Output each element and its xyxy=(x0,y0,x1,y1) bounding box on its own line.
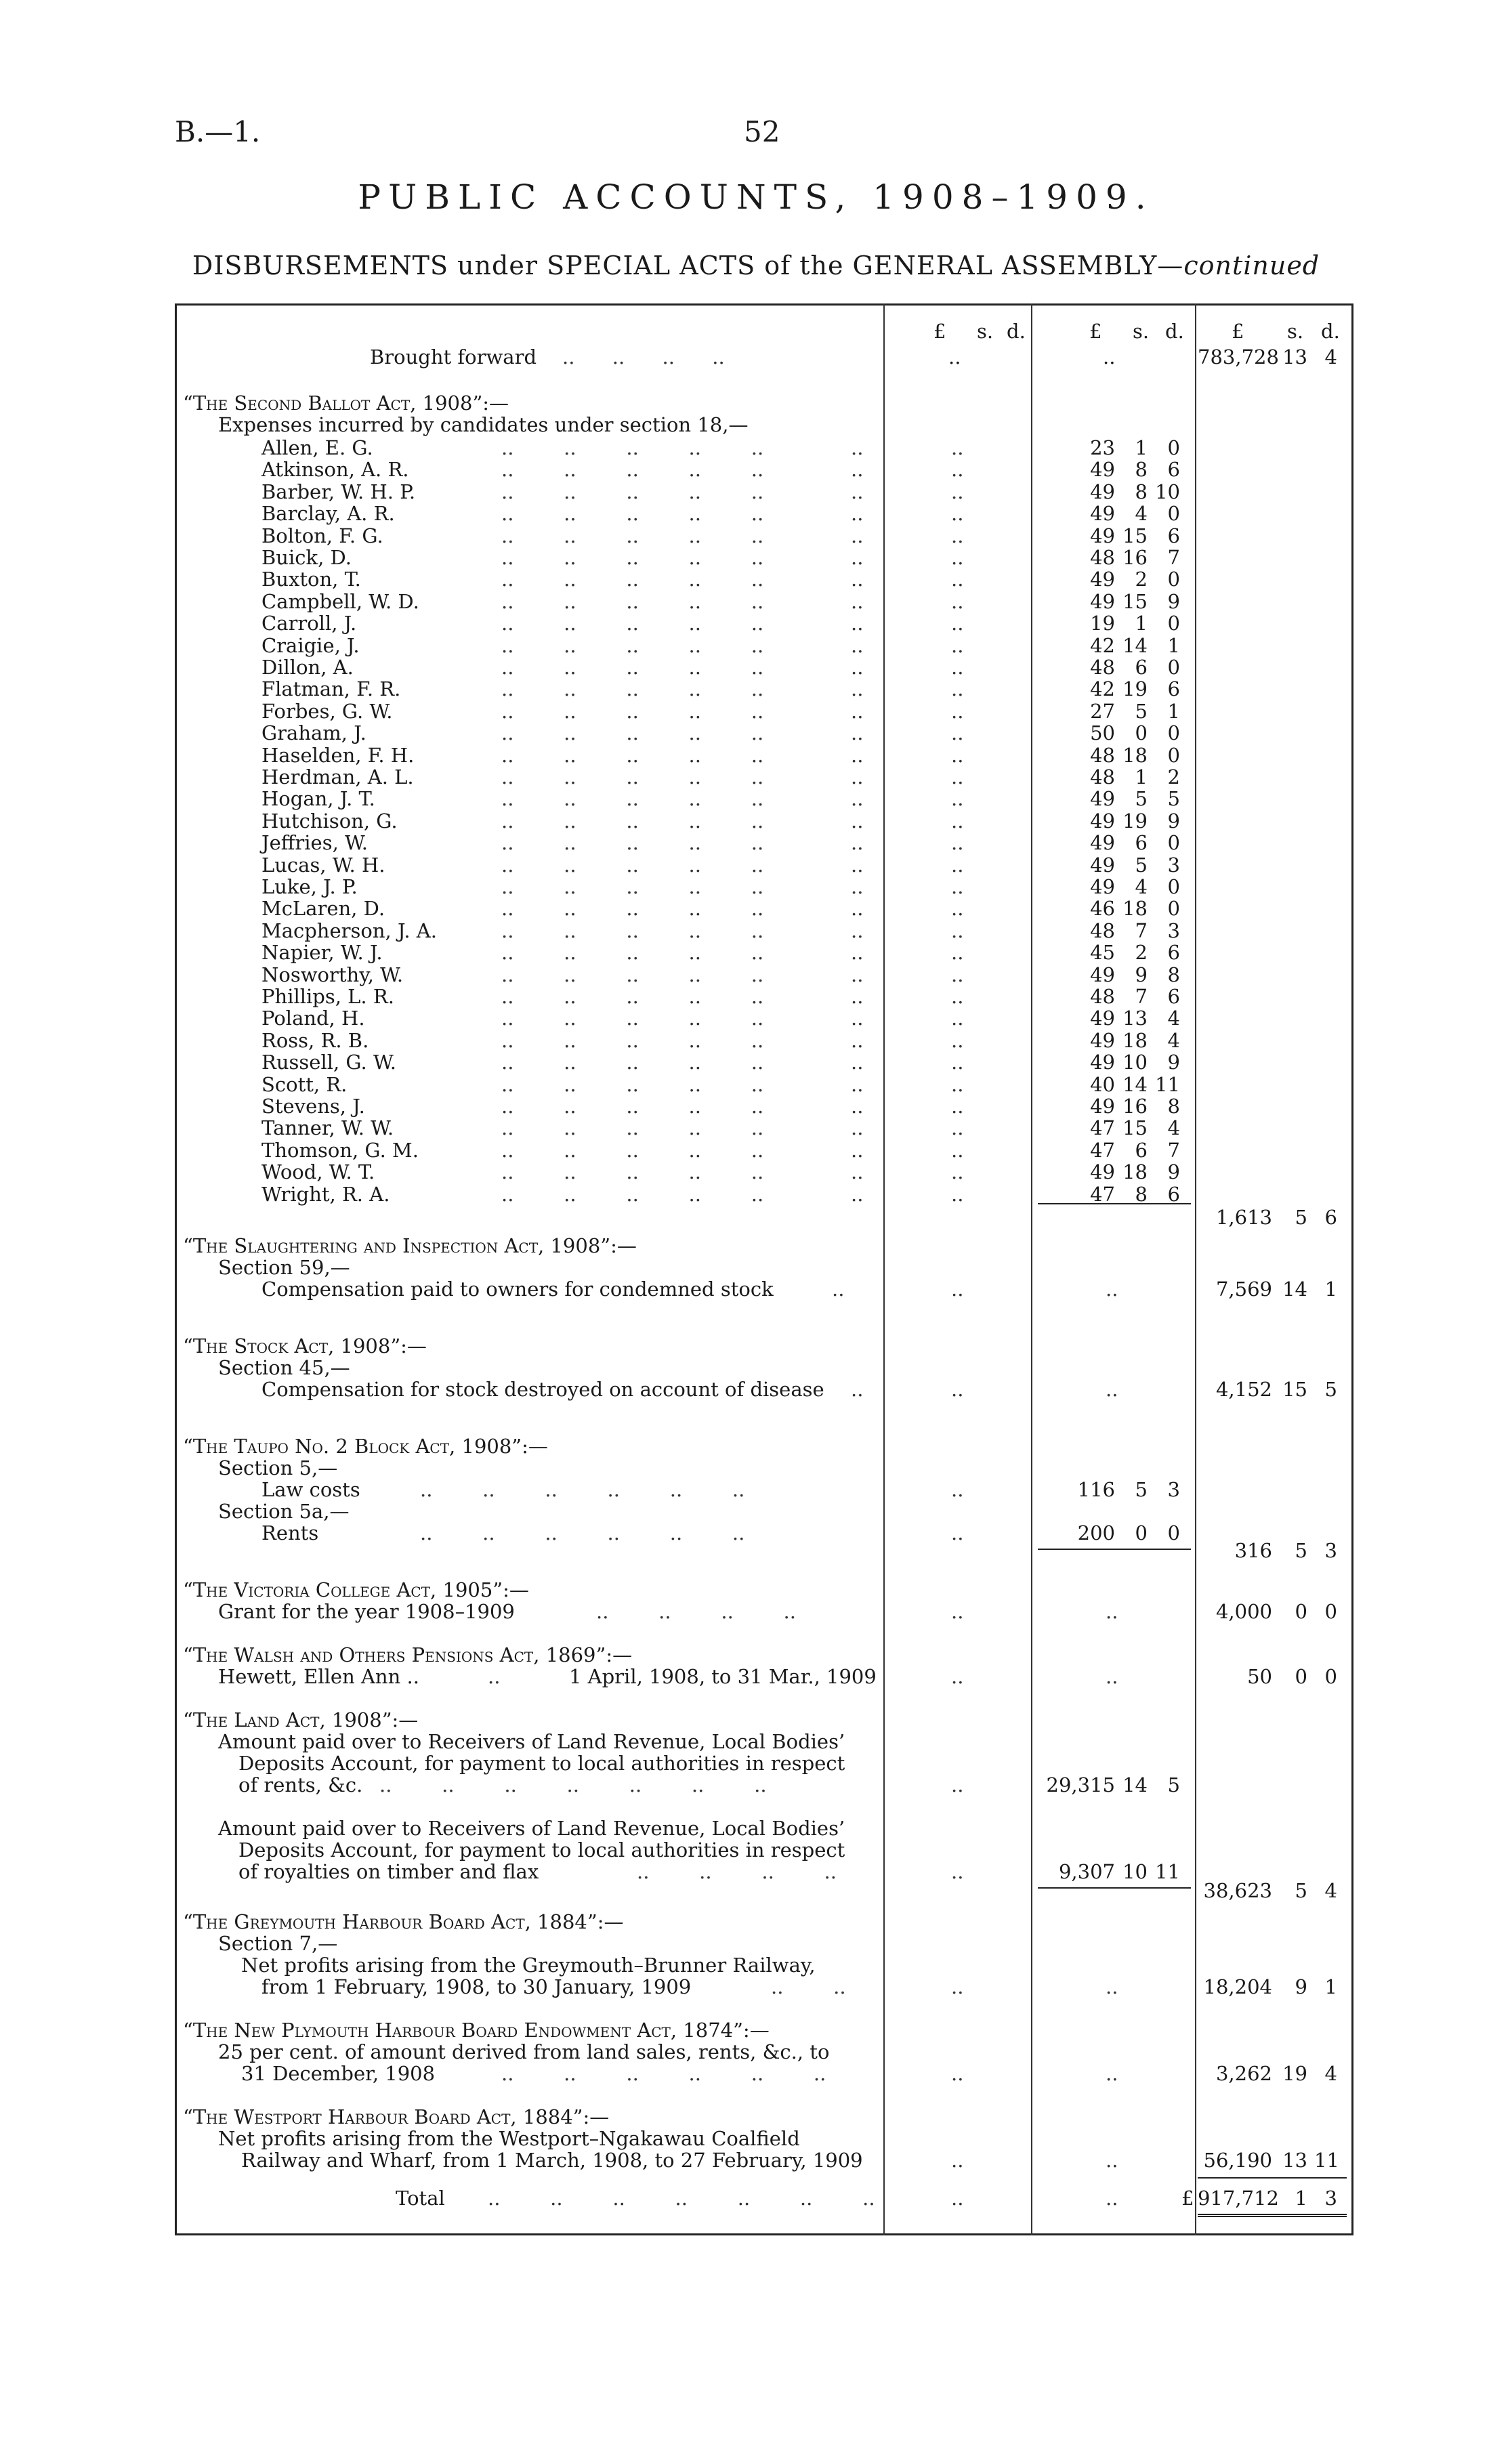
candidate-pounds: 49 xyxy=(1090,1095,1115,1118)
brought-forward-pounds: 783,728 xyxy=(1198,345,1279,369)
candidate-shillings: 6 xyxy=(1135,831,1148,855)
leader-dots: .. .. .. .. .. xyxy=(501,853,764,877)
total-rule xyxy=(1198,2177,1347,2179)
candidate-pence: 2 xyxy=(1167,765,1180,788)
leader-dots: .. xyxy=(951,809,964,833)
leader-dots: .. .. .. .. .. xyxy=(501,502,764,526)
leader-dots: .. xyxy=(851,1095,864,1118)
leader-dots: .. xyxy=(951,458,964,482)
candidate-name: Thomson, G. M. xyxy=(261,1138,419,1162)
candidate-pence: 6 xyxy=(1167,1182,1180,1206)
brought-forward-pence: 4 xyxy=(1324,345,1337,369)
candidate-shillings: 19 xyxy=(1122,677,1148,701)
candidate-name: Ross, R. B. xyxy=(261,1028,369,1052)
leader-dots: .. xyxy=(851,677,864,701)
leader-dots: .. .. .. .. .. xyxy=(501,1182,764,1206)
candidate-name: Flatman, F. R. xyxy=(261,677,401,701)
leader-dots: .. xyxy=(851,853,864,877)
candidate-pence: 6 xyxy=(1167,524,1180,547)
leader-dots: .. xyxy=(851,524,864,547)
leader-dots: .. xyxy=(851,656,864,679)
leader-dots: .. xyxy=(851,743,864,767)
leader-dots: .. xyxy=(851,546,864,569)
leader-dots: .. xyxy=(851,1007,864,1030)
candidate-pence: 9 xyxy=(1167,1051,1180,1074)
candidate-pounds: 49 xyxy=(1090,502,1115,526)
candidate-shillings: 19 xyxy=(1122,809,1148,833)
subtotal-rule xyxy=(1038,1549,1191,1550)
leader-dots: .. xyxy=(951,1116,964,1140)
leader-dots: .. .. .. .. .. xyxy=(501,480,764,503)
grand-total-pence: 3 xyxy=(1324,2187,1337,2210)
leader-dots: .. xyxy=(951,436,964,459)
candidate-pounds: 49 xyxy=(1090,875,1115,898)
candidate-shillings: 1 xyxy=(1135,436,1148,459)
leader-dots: .. xyxy=(851,633,864,657)
leader-dots: .. .. .. .. .. xyxy=(501,612,764,635)
candidate-pence: 10 xyxy=(1155,480,1180,503)
candidate-shillings: 4 xyxy=(1135,502,1148,526)
candidate-pounds: 23 xyxy=(1090,436,1115,459)
candidate-pence: 1 xyxy=(1167,699,1180,723)
candidate-pence: 0 xyxy=(1167,502,1180,526)
candidate-pounds: 49 xyxy=(1090,568,1115,591)
candidate-pounds: 47 xyxy=(1090,1138,1115,1162)
candidate-pence: 7 xyxy=(1167,1138,1180,1162)
candidate-name: Herdman, A. L. xyxy=(261,765,414,788)
candidate-name: Atkinson, A. R. xyxy=(261,458,409,482)
leader-dots: .. .. .. .. .. xyxy=(501,941,764,965)
candidate-pence: 8 xyxy=(1167,963,1180,986)
candidate-name: McLaren, D. xyxy=(261,897,385,921)
leader-dots: .. xyxy=(851,787,864,811)
candidate-shillings: 9 xyxy=(1135,963,1148,986)
leader-dots: .. xyxy=(951,1007,964,1030)
leader-dots: .. xyxy=(951,524,964,547)
leader-dots: .. xyxy=(951,546,964,569)
col2-pence-header: d. xyxy=(1165,320,1184,343)
grand-total-label: Total xyxy=(396,2187,445,2210)
candidate-pence: 0 xyxy=(1167,436,1180,459)
leader-dots: .. xyxy=(851,765,864,788)
candidate-shillings: 14 xyxy=(1122,1072,1148,1096)
leader-dots: .. xyxy=(851,941,864,965)
column-divider xyxy=(1031,303,1032,2235)
grand-total-shillings: 1 xyxy=(1295,2187,1307,2210)
candidate-pounds: 49 xyxy=(1090,1028,1115,1052)
candidate-name: Hutchison, G. xyxy=(261,809,398,833)
candidate-name: Poland, H. xyxy=(261,1007,365,1030)
leader-dots: .. xyxy=(951,765,964,788)
leader-dots: .. .. .. .. .. xyxy=(501,1072,764,1096)
leader-dots: .. xyxy=(951,875,964,898)
leader-dots: .. .. .. .. .. xyxy=(501,787,764,811)
leader-dots: .. .. .. .. .. xyxy=(501,897,764,921)
leader-dots: .. xyxy=(951,897,964,921)
leader-dots: .. .. .. .. .. xyxy=(501,677,764,701)
leader-dots: .. .. .. .. .. xyxy=(501,1095,764,1118)
candidate-name: Scott, R. xyxy=(261,1072,348,1096)
col1-pence-header: d. xyxy=(1007,320,1026,343)
column-divider xyxy=(883,303,885,2235)
candidate-pence: 9 xyxy=(1167,1160,1180,1184)
leader-dots: .. xyxy=(851,963,864,986)
candidate-pence: 0 xyxy=(1167,897,1180,921)
leader-dots: .. xyxy=(851,1051,864,1074)
leader-dots: .. xyxy=(851,1160,864,1184)
candidate-shillings: 18 xyxy=(1122,1160,1148,1184)
candidate-pence: 3 xyxy=(1167,853,1180,877)
leader-dots: .. .. .. .. .. xyxy=(501,919,764,942)
candidate-pounds: 49 xyxy=(1090,524,1115,547)
candidate-shillings: 4 xyxy=(1135,875,1148,898)
col3-shilling-header: s. xyxy=(1287,320,1304,343)
leader-dots: .. xyxy=(851,1072,864,1096)
leader-dots: .. xyxy=(951,831,964,855)
candidate-shillings: 8 xyxy=(1135,458,1148,482)
leader-dots: .. xyxy=(951,1138,964,1162)
candidate-name: Forbes, G. W. xyxy=(261,699,393,723)
page-subtitle xyxy=(0,251,1512,280)
candidate-pounds: 40 xyxy=(1090,1072,1115,1096)
candidate-pence: 9 xyxy=(1167,589,1180,613)
leader-dots: .. .. .. .. .. xyxy=(501,1116,764,1140)
leader-dots: .. xyxy=(951,1072,964,1096)
candidate-pounds: 48 xyxy=(1090,765,1115,788)
candidate-pence: 8 xyxy=(1167,1095,1180,1118)
candidate-shillings: 15 xyxy=(1122,589,1148,613)
leader-dots: .. .. .. .. .. xyxy=(501,721,764,745)
subtotal-rule xyxy=(1038,1887,1191,1889)
candidate-pence: 0 xyxy=(1167,721,1180,745)
candidate-shillings: 18 xyxy=(1122,743,1148,767)
candidate-name: Barber, W. H. P. xyxy=(261,480,416,503)
leader-dots: .. xyxy=(951,743,964,767)
candidate-shillings: 10 xyxy=(1122,1051,1148,1074)
leader-dots: .. xyxy=(851,985,864,1008)
candidate-pounds: 49 xyxy=(1090,853,1115,877)
subtotal-rule xyxy=(1038,1203,1191,1204)
leader-dots: .. xyxy=(951,787,964,811)
leader-dots: .. .. .. .. .. xyxy=(501,765,764,788)
leader-dots: .. xyxy=(951,1051,964,1074)
leader-dots: .. xyxy=(951,985,964,1008)
candidate-name: Tanner, W. W. xyxy=(261,1116,394,1140)
candidate-pence: 0 xyxy=(1167,656,1180,679)
leader-dots: .. .. .. .. .. xyxy=(501,1028,764,1052)
leader-dots: .. xyxy=(851,568,864,591)
leader-dots: .. .. .. .. .. xyxy=(501,743,764,767)
candidate-pounds: 49 xyxy=(1090,831,1115,855)
leader-dots: .. .. .. .. .. xyxy=(501,809,764,833)
leader-dots: .. xyxy=(851,1182,864,1206)
candidate-pence: 0 xyxy=(1167,875,1180,898)
leader-dots: .. .. .. .. .. xyxy=(501,568,764,591)
candidate-shillings: 8 xyxy=(1135,480,1148,503)
candidate-name: Wood, W. T. xyxy=(261,1160,375,1184)
candidate-name: Russell, G. W. xyxy=(261,1051,396,1074)
leader-dots: .. .. .. .. .. xyxy=(501,1007,764,1030)
candidate-pence: 11 xyxy=(1155,1072,1180,1096)
leader-dots: .. .. .. .. .. xyxy=(501,1138,764,1162)
candidate-pence: 1 xyxy=(1167,633,1180,657)
candidate-name: Bolton, F. G. xyxy=(261,524,383,547)
candidate-shillings: 5 xyxy=(1135,853,1148,877)
candidate-pounds: 49 xyxy=(1090,787,1115,811)
candidate-pounds: 49 xyxy=(1090,1007,1115,1030)
candidate-pence: 0 xyxy=(1167,568,1180,591)
candidate-shillings: 16 xyxy=(1122,1095,1148,1118)
candidate-shillings: 0 xyxy=(1135,721,1148,745)
col1-shilling-header: s. xyxy=(977,320,994,343)
leader-dots: .. xyxy=(851,875,864,898)
candidate-pence: 0 xyxy=(1167,743,1180,767)
col1-pound-header: £ xyxy=(933,320,946,343)
candidate-shillings: 1 xyxy=(1135,612,1148,635)
candidate-pounds: 49 xyxy=(1090,458,1115,482)
candidate-shillings: 5 xyxy=(1135,787,1148,811)
leader-dots: .. xyxy=(851,589,864,613)
leader-dots: .. .. .. .. .. xyxy=(501,436,764,459)
candidate-pence: 4 xyxy=(1167,1007,1180,1030)
brought-forward-col1: .. xyxy=(948,345,961,369)
leader-dots: .. xyxy=(851,1028,864,1052)
leader-dots: .. xyxy=(951,919,964,942)
subtitle-suffix: continued xyxy=(1183,251,1320,280)
leader-dots: .. .. .. .. .. xyxy=(501,656,764,679)
candidate-pence: 7 xyxy=(1167,546,1180,569)
leader-dots: .. xyxy=(851,699,864,723)
leader-dots: .. xyxy=(851,809,864,833)
candidate-name: Buick, D. xyxy=(261,546,352,569)
candidate-name: Nosworthy, W. xyxy=(261,963,404,986)
candidate-name: Buxton, T. xyxy=(261,568,361,591)
candidate-name: Napier, W. J. xyxy=(261,941,383,965)
candidate-shillings: 6 xyxy=(1135,1138,1148,1162)
candidate-name: Hogan, J. T. xyxy=(261,787,375,811)
candidate-pounds: 49 xyxy=(1090,1160,1115,1184)
candidate-pounds: 47 xyxy=(1090,1116,1115,1140)
candidate-pounds: 49 xyxy=(1090,589,1115,613)
leader-dots: .. xyxy=(851,502,864,526)
leader-dots: .. xyxy=(851,1138,864,1162)
candidate-name: Campbell, W. D. xyxy=(261,589,419,613)
leader-dots: .. xyxy=(851,721,864,745)
candidate-name: Graham, J. xyxy=(261,721,366,745)
leader-dots: .. .. .. .. .. xyxy=(501,875,764,898)
leader-dots: .. xyxy=(851,612,864,635)
col3-pound-header: £ xyxy=(1232,320,1244,343)
candidate-name: Haselden, F. H. xyxy=(261,743,415,767)
candidate-name: Macpherson, J. A. xyxy=(261,919,437,942)
candidate-shillings: 6 xyxy=(1135,656,1148,679)
leader-dots: .. xyxy=(951,963,964,986)
candidate-pounds: 42 xyxy=(1090,677,1115,701)
candidate-shillings: 5 xyxy=(1135,699,1148,723)
leader-dots: .. xyxy=(951,941,964,965)
candidate-pounds: 48 xyxy=(1090,743,1115,767)
leader-dots: .. .. .. .. .. xyxy=(501,458,764,482)
candidate-pence: 6 xyxy=(1167,458,1180,482)
leader-dots: .. xyxy=(951,480,964,503)
candidate-shillings: 1 xyxy=(1135,765,1148,788)
candidate-name: Stevens, J. xyxy=(261,1095,365,1118)
candidate-shillings: 7 xyxy=(1135,919,1148,942)
leader-dots: .. .. .. .. .. xyxy=(501,699,764,723)
leader-dots: .. xyxy=(951,721,964,745)
candidate-pounds: 48 xyxy=(1090,656,1115,679)
candidate-shillings: 18 xyxy=(1122,1028,1148,1052)
candidate-name: Carroll, J. xyxy=(261,612,357,635)
candidate-pence: 3 xyxy=(1167,919,1180,942)
leader-dots: .. .. .. .. .. xyxy=(501,589,764,613)
column-divider xyxy=(1195,303,1196,2235)
leader-dots: .. xyxy=(851,897,864,921)
leader-dots: .. .. .. .. .. xyxy=(501,1051,764,1074)
leader-dots: .. xyxy=(951,1160,964,1184)
candidate-pounds: 27 xyxy=(1090,699,1115,723)
leader-dots: .. xyxy=(851,831,864,855)
leader-dots: .. .. .. .. .. xyxy=(501,633,764,657)
candidate-pence: 6 xyxy=(1167,985,1180,1008)
candidate-pence: 0 xyxy=(1167,612,1180,635)
leader-dots: .. xyxy=(951,1028,964,1052)
leader-dots: .. xyxy=(851,436,864,459)
page-reference: B.—1. xyxy=(175,115,261,148)
leader-dots: .. xyxy=(951,853,964,877)
leader-dots: .. .. .. .. .. xyxy=(501,831,764,855)
leader-dots: .. xyxy=(951,1095,964,1118)
candidate-pounds: 49 xyxy=(1090,809,1115,833)
leader-dots: .. xyxy=(951,502,964,526)
candidate-pence: 4 xyxy=(1167,1116,1180,1140)
brought-forward-label: Brought forward xyxy=(370,345,537,369)
candidate-name: Dillon, A. xyxy=(261,656,354,679)
brought-forward-shillings: 13 xyxy=(1282,345,1307,369)
candidate-pounds: 19 xyxy=(1090,612,1115,635)
col3-pence-header: d. xyxy=(1321,320,1340,343)
candidate-pence: 6 xyxy=(1167,941,1180,965)
candidate-pounds: 46 xyxy=(1090,897,1115,921)
candidate-name: Jeffries, W. xyxy=(261,831,368,855)
candidate-pence: 6 xyxy=(1167,677,1180,701)
candidate-shillings: 14 xyxy=(1122,633,1148,657)
col2-pound-header: £ xyxy=(1089,320,1102,343)
candidate-name: Allen, E. G. xyxy=(261,436,373,459)
candidate-name: Barclay, A. R. xyxy=(261,502,395,526)
leader-dots: .. xyxy=(951,589,964,613)
candidate-pence: 5 xyxy=(1167,787,1180,811)
leader-dots: .. .. .. .. .. xyxy=(501,546,764,569)
leader-dots: .. xyxy=(951,568,964,591)
leader-dots: .. xyxy=(951,633,964,657)
leader-dots: .. xyxy=(951,677,964,701)
candidate-pence: 0 xyxy=(1167,831,1180,855)
candidate-shillings: 18 xyxy=(1122,897,1148,921)
candidate-name: Phillips, L. R. xyxy=(261,985,394,1008)
candidate-name: Lucas, W. H. xyxy=(261,853,385,877)
candidate-shillings: 2 xyxy=(1135,941,1148,965)
candidate-pounds: 49 xyxy=(1090,480,1115,503)
leader-dots: .. xyxy=(851,919,864,942)
candidate-shillings: 15 xyxy=(1122,1116,1148,1140)
candidate-pounds: 50 xyxy=(1090,721,1115,745)
col2-shilling-header: s. xyxy=(1133,320,1150,343)
total-double-rule xyxy=(1198,2214,1347,2221)
page-title: PUBLIC ACCOUNTS, 1908–1909. xyxy=(358,177,1154,217)
candidate-pence: 4 xyxy=(1167,1028,1180,1052)
leader-dots: .. xyxy=(951,699,964,723)
candidate-shillings: 8 xyxy=(1135,1182,1148,1206)
candidate-pounds: 47 xyxy=(1090,1182,1115,1206)
leader-dots: .. .. .. .. .. xyxy=(501,963,764,986)
candidate-pounds: 49 xyxy=(1090,963,1115,986)
candidate-pounds: 48 xyxy=(1090,919,1115,942)
candidate-shillings: 2 xyxy=(1135,568,1148,591)
grand-total-pounds: 917,712 xyxy=(1198,2187,1279,2210)
subtitle-main: DISBURSEMENTS under SPECIAL ACTS of the GENERAL ASSEMBLY— xyxy=(192,251,1184,280)
leader-dots: .. xyxy=(851,1116,864,1140)
candidate-pounds: 48 xyxy=(1090,546,1115,569)
candidate-pounds: 49 xyxy=(1090,1051,1115,1074)
candidate-pounds: 48 xyxy=(1090,985,1115,1008)
candidate-name: Wright, R. A. xyxy=(261,1182,390,1206)
leader-dots: .. xyxy=(951,612,964,635)
candidate-shillings: 7 xyxy=(1135,985,1148,1008)
brought-forward-col2: .. xyxy=(1103,345,1116,369)
candidate-shillings: 15 xyxy=(1122,524,1148,547)
candidate-pence: 9 xyxy=(1167,809,1180,833)
candidate-shillings: 16 xyxy=(1122,546,1148,569)
candidate-pounds: 42 xyxy=(1090,633,1115,657)
page-number: 52 xyxy=(744,115,780,148)
candidate-shillings: 13 xyxy=(1122,1007,1148,1030)
leader-dots: .. .. .. .. .. xyxy=(501,1160,764,1184)
candidate-name: Craigie, J. xyxy=(261,633,360,657)
leader-dots: .. .. .. .. .. xyxy=(501,524,764,547)
leader-dots: .. xyxy=(951,656,964,679)
candidate-pounds: 45 xyxy=(1090,941,1115,965)
leader-dots: .. xyxy=(951,1182,964,1206)
leader-dots: .. xyxy=(851,458,864,482)
candidate-name: Luke, J. P. xyxy=(261,875,358,898)
grand-total-currency: £ xyxy=(1181,2187,1194,2210)
leader-dots: .. .. .. .. .. xyxy=(501,985,764,1008)
leader-dots: .. xyxy=(851,480,864,503)
